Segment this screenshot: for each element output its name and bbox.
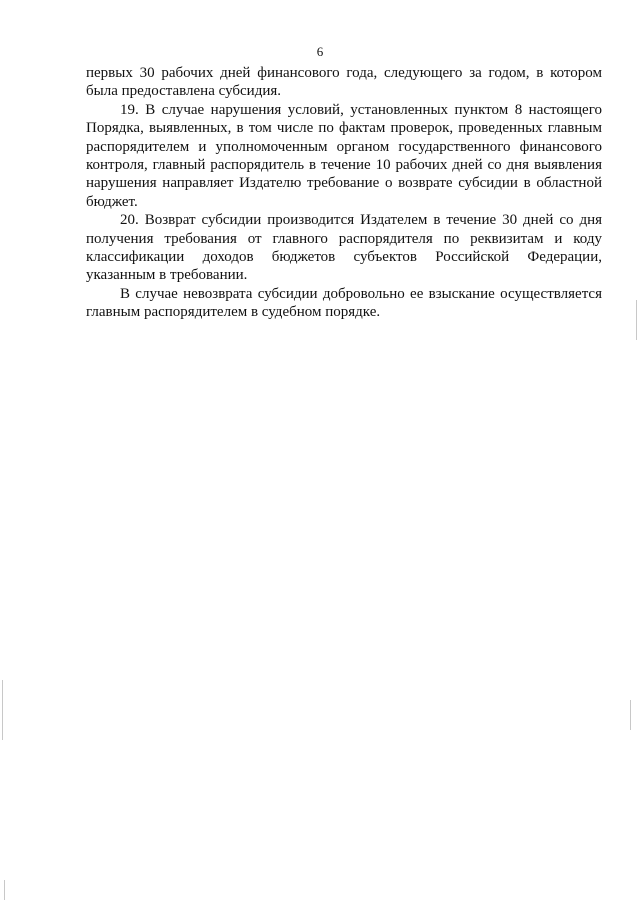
text-line: Порядка, выявленных, в том числе по фактам проверок, проведенных главным xyxy=(86,120,602,137)
text-line: главным распорядителем в судебном порядке. xyxy=(86,304,381,321)
scan-artifact xyxy=(2,680,3,740)
text-line: контроля, главный распорядитель в течение 10 рабочих дней со дня выявления xyxy=(86,157,602,174)
text-line: классификации доходов бюджетов субъектов Российской Федерации, xyxy=(86,249,602,266)
paragraph-item-19 xyxy=(86,101,602,211)
text-line: 20. Возврат субсидии производится Издателем в течение 30 дней со дня xyxy=(120,212,602,229)
text-line: В случае невозврата субсидии добровольно ее взыскание осуществляется xyxy=(120,285,602,302)
page-number: 6 xyxy=(316,44,324,59)
paragraph-continuation xyxy=(86,64,602,101)
text-line: 19. В случае нарушения условий, установленных пунктом 8 настоящего xyxy=(120,101,602,118)
text-line: нарушения направляет Издателю требование о возврате субсидии в областной xyxy=(86,175,602,192)
text-line: была предоставлена субсидия. xyxy=(86,83,281,100)
paragraph-non-return xyxy=(86,285,602,322)
document-body xyxy=(86,64,602,322)
text-line: первых 30 рабочих дней финансового года, следующего за годом, в котором xyxy=(86,65,602,81)
scan-artifact xyxy=(630,700,631,730)
text-line: бюджет. xyxy=(86,193,138,210)
text-line: получения требования от главного распорядителя по реквизитам и коду xyxy=(86,230,602,247)
scan-artifact xyxy=(4,880,5,900)
text-line: указанным в требовании. xyxy=(86,267,248,284)
scan-artifact xyxy=(636,300,637,340)
paragraph-item-20 xyxy=(86,211,602,285)
text-line: распорядителем и уполномоченным органом государственного финансового xyxy=(86,138,602,155)
